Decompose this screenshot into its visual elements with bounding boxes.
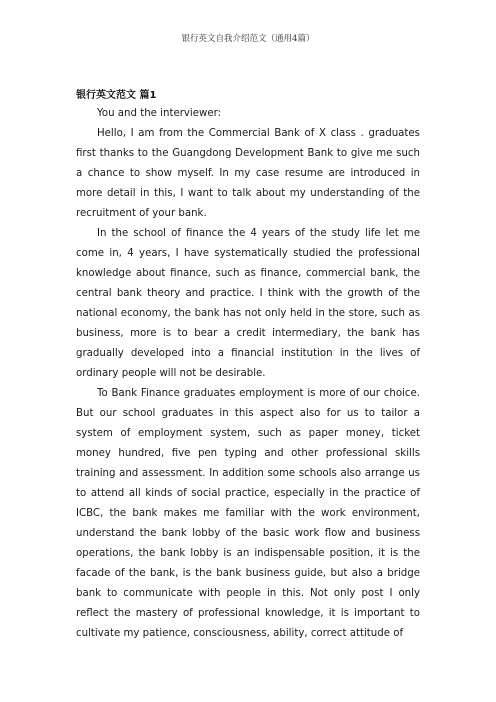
paragraph-introduction: Hello, I am from the Commercial Bank of X class . graduates first thanks to the Guangdong Development Bank to give me such a chance to show myself. In my case resume are introduced in more detail in this, I want to talk about my understanding of the recruitment of your bank. xyxy=(76,128,420,219)
paragraph-education: In the school of finance the 4 years of the study life let me come in, 4 years, I have systematically studied the professional knowledge about finance, such as finance, commercial bank, the central bank theory and practice. I think with the growth of the national economy, the bank has not only held in the store, such as business, more is to bear a credit intermediary, the bank has gradually developed into a financial institution in the lives of ordinary people will not be desirable. xyxy=(76,228,420,379)
section-heading: 银行英文范文 篇1 xyxy=(76,90,157,101)
paragraph-employment: To Bank Finance graduates employment is more of our choice. But our school graduates in this aspect also for us to tailor a system of employment system, such as paper money, ticket money hundred, five pen typing and other professional skills training and assessment. In addition some schools also arrange us to attend all kinds of social practice, especially in the practice of ICBC, the bank makes me familiar with the work environment, understand the bank lobby of the basic work flow and business operations, the bank lobby is an indispensable position, it is the facade of the bank, is the bank business guide, but also a bridge bank to communicate with people in this. Not only post I only reflect the mastery of professional knowledge, it is important to cultivate my patience, consciousness, ability, correct attitude of xyxy=(76,388,420,639)
document-title: 银行英文自我介绍范文（通用4篇） xyxy=(181,34,315,44)
paragraph-greeting: You and the interviewer: xyxy=(97,108,222,119)
document-body xyxy=(76,104,420,644)
